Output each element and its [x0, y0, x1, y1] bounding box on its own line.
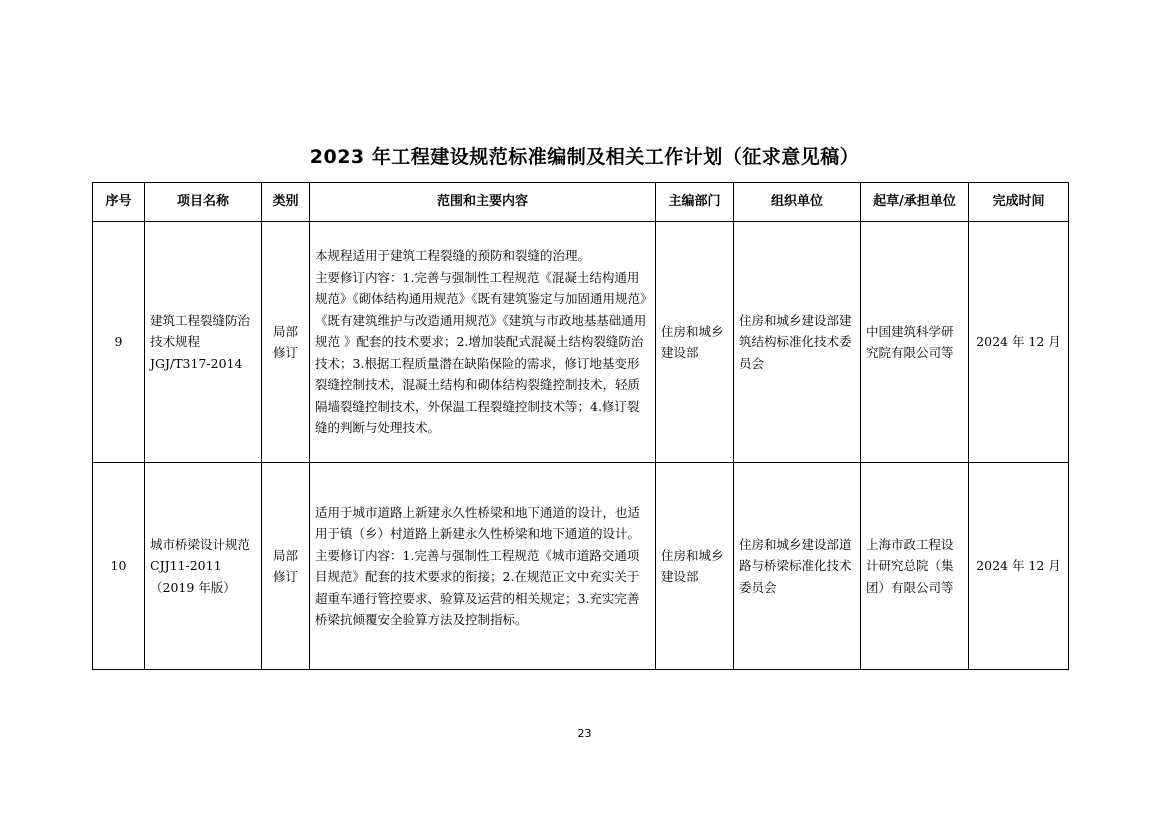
col-header-drafter: 起草/承担单位 — [861, 183, 969, 222]
cell-category: 局部修订 — [262, 222, 310, 463]
table-row — [93, 222, 1069, 463]
page-title: 2023 年工程建设规范标准编制及相关工作计划（征求意见稿） — [309, 146, 860, 168]
cell-content: 适用于城市道路上新建永久性桥梁和地下通道的设计，也适用于镇（乡）村道路上新建永久性桥梁和地下通道的设计。 主要修订内容：1.完善与强制性工程规范《城市道路交通项目规范》配套的技术要求的衔接；2.在规范正文中充实关于超重车通行管控要求、验算及运营的相关规定；3.充实完善桥梁抗倾覆安全验算方法及控制指标。 — [310, 463, 656, 670]
cell-org: 住房和城乡建设部建筑结构标准化技术委员会 — [734, 222, 861, 463]
plan-table — [92, 182, 1069, 670]
col-header-dept: 主编部门 — [656, 183, 734, 222]
cell-org: 住房和城乡建设部道路与桥梁标准化技术委员会 — [734, 463, 861, 670]
col-header-content: 范围和主要内容 — [310, 183, 656, 222]
cell-name: 城市桥梁设计规范 CJJ11-2011（2019 年版） — [145, 463, 262, 670]
cell-drafter: 中国建筑科学研究院有限公司等 — [861, 222, 969, 463]
cell-drafter: 上海市政工程设计研究总院（集团）有限公司等 — [861, 463, 969, 670]
cell-dept: 住房和城乡建设部 — [656, 222, 734, 463]
cell-content: 本规程适用于建筑工程裂缝的预防和裂缝的治理。 主要修订内容：1.完善与强制性工程规范《混凝土结构通用规范》《砌体结构通用规范》《既有建筑鉴定与加固通用规范》《既有建筑维护与改造通用规范》《建筑与市政地基基础通用规范 》配套的技术要求；2.增加装配式混凝土结构裂缝防治技术；3.根据工程质量潜在缺陷保险的需求，修订地基变形裂缝控制技术，混凝土结构和砌体结构裂缝控制技术，轻质隔墙裂缝控制技术，外保温工程裂缝控制技术等；4.修订裂缝的判断与处理技术。 — [310, 222, 656, 463]
cell-deadline: 2024 年 12 月 — [969, 463, 1069, 670]
cell-no: 10 — [93, 463, 145, 670]
cell-dept: 住房和城乡建设部 — [656, 463, 734, 670]
col-header-category: 类别 — [262, 183, 310, 222]
table-header-row — [93, 183, 1069, 222]
cell-category: 局部修订 — [262, 463, 310, 670]
col-header-no: 序号 — [93, 183, 145, 222]
cell-deadline: 2024 年 12 月 — [969, 222, 1069, 463]
cell-no: 9 — [93, 222, 145, 463]
col-header-deadline: 完成时间 — [969, 183, 1069, 222]
page-number: 23 — [577, 727, 592, 740]
col-header-name: 项目名称 — [145, 183, 262, 222]
table-row — [93, 463, 1069, 670]
col-header-org: 组织单位 — [734, 183, 861, 222]
cell-name: 建筑工程裂缝防治技术规程 JGJ/T317-2014 — [145, 222, 262, 463]
